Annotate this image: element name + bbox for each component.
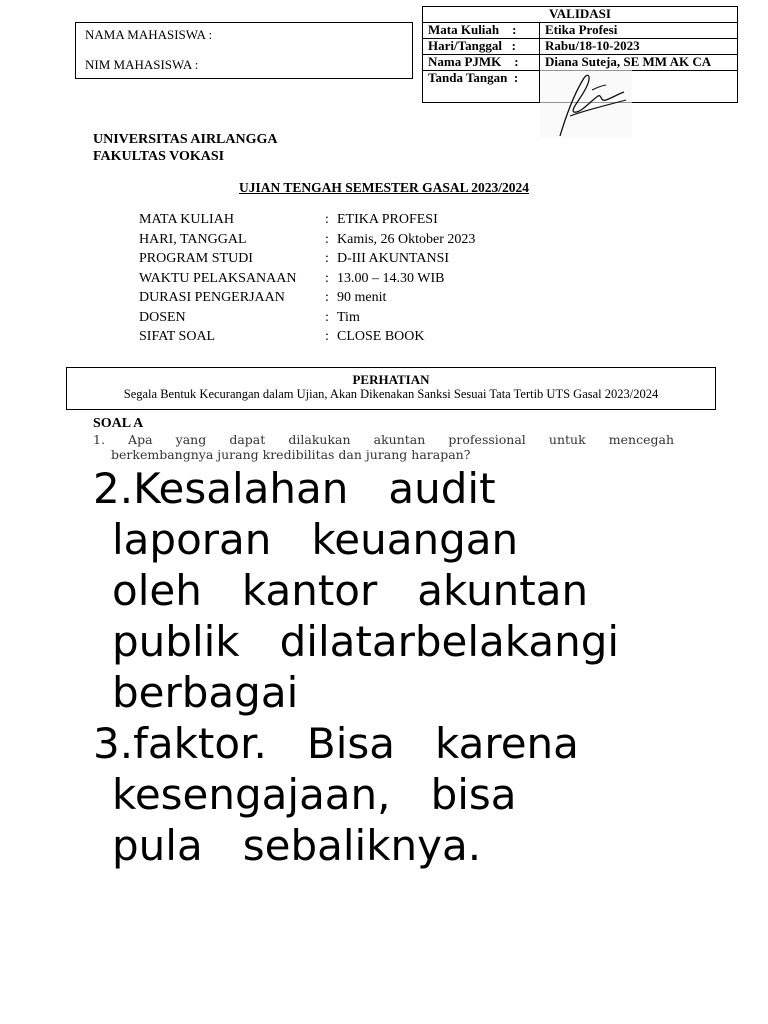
- handwritten-signature: [540, 70, 632, 138]
- validation-title: VALIDASI: [423, 7, 738, 23]
- large-question-text: [93, 463, 733, 871]
- info-value: Tim: [337, 309, 360, 325]
- section-title: SOAL A: [93, 416, 144, 431]
- student-identity-box: [75, 22, 413, 79]
- info-key: SIFAT SOAL: [139, 329, 216, 344]
- info-separator: :: [325, 309, 329, 325]
- question-2-line: laporan keuangan: [112, 515, 519, 564]
- university-name: UNIVERSITAS AIRLANGGA: [93, 132, 278, 147]
- exam-title: UJIAN TENGAH SEMESTER GASAL 2023/2024: [238, 180, 530, 195]
- question-3-line: pula sebaliknya.: [112, 821, 482, 870]
- validation-label: Mata Kuliah :: [423, 23, 540, 39]
- signature-label: Tanda Tangan :: [423, 71, 540, 103]
- info-value: D-III AKUNTANSI: [337, 251, 450, 266]
- info-value: 13.00 – 14.30 WIB: [337, 270, 445, 286]
- faculty-name: FAKULTAS VOKASI: [93, 149, 225, 164]
- student-name-label: NAMA MAHASISWA :: [85, 27, 213, 42]
- question-2-line: 2.Kesalahan audit: [93, 464, 496, 513]
- question-2-line: oleh kantor akuntan: [112, 566, 589, 615]
- question-2-line: publik dilatarbelakangi: [112, 617, 620, 666]
- validation-row-pjmk: [423, 55, 738, 71]
- validation-value: Diana Suteja, SE MM AK CA: [540, 55, 738, 71]
- student-nim-label: NIM MAHASISWA :: [85, 57, 199, 72]
- info-separator: :: [325, 231, 329, 247]
- info-value: Kamis, 26 Oktober 2023: [337, 231, 476, 247]
- info-separator: :: [325, 290, 329, 305]
- info-key: WAKTU PELAKSANAAN: [139, 270, 297, 286]
- attention-text: Segala Bentuk Kecurangan dalam Ujian, Akan Dikenakan Sanksi Sesuai Tata Tertib UTS Gasal 2023/2024: [123, 387, 659, 401]
- validation-row-course: [423, 23, 738, 39]
- validation-label: Hari/Tanggal :: [423, 39, 540, 55]
- info-separator: :: [325, 212, 329, 227]
- info-key: PROGRAM STUDI: [139, 251, 253, 266]
- question-3-line: kesengajaan, bisa: [112, 770, 517, 819]
- info-key: HARI, TANGGAL: [139, 231, 247, 247]
- info-value: CLOSE BOOK: [337, 329, 425, 344]
- validation-value: Rabu/18-10-2023: [540, 39, 738, 55]
- question-3-line: 3.faktor. Bisa karena: [93, 719, 579, 768]
- info-separator: :: [325, 251, 329, 266]
- question-1: [93, 432, 674, 462]
- info-separator: :: [325, 329, 329, 344]
- question-1-line-1: 1. Apa yang dapat dilakukan akuntan professional untuk mencegah: [93, 432, 674, 447]
- validation-row-date: [423, 39, 738, 55]
- validation-value: Etika Profesi: [540, 23, 738, 39]
- validation-label: Nama PJMK :: [423, 55, 540, 71]
- question-1-line-2: berkembangnya jurang kredibilitas dan jurang harapan?: [111, 447, 471, 462]
- info-separator: :: [325, 270, 329, 286]
- question-2-line: berbagai: [112, 668, 299, 717]
- info-key: DURASI PENGERJAAN: [139, 290, 285, 305]
- info-key: DOSEN: [139, 309, 186, 325]
- info-value: 90 menit: [337, 290, 387, 305]
- info-value: ETIKA PROFESI: [337, 212, 438, 227]
- attention-title: PERHATIAN: [352, 372, 430, 387]
- info-key: MATA KULIAH: [139, 212, 234, 227]
- attention-box: [66, 367, 716, 410]
- institution-header: [93, 131, 278, 165]
